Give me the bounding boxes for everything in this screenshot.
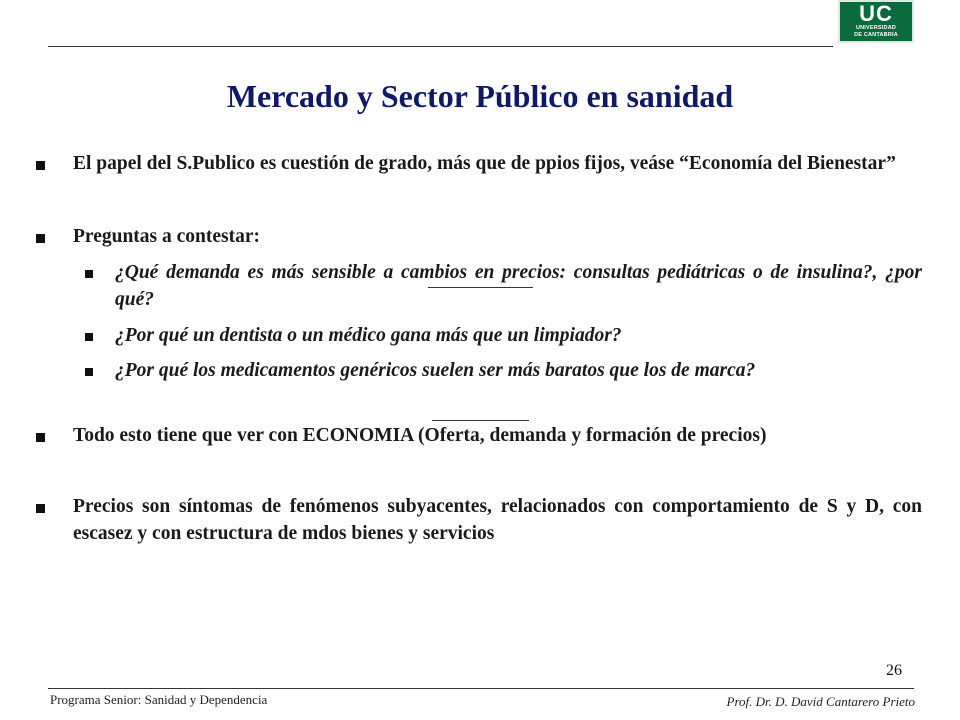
bullet-4-text: Precios son síntomas de fenómenos subyacentes, relacionados con comportamiento de S y D, con escasez y con estructura de mdos bienes y servicios <box>73 496 922 544</box>
sub-bullet-3-text: ¿Por qué los medicamentos genéricos suelen ser más baratos que los de marca? <box>115 360 756 381</box>
footer-author: Prof. Dr. D. David Cantarero Prieto <box>726 694 915 709</box>
footer-program: Programa Senior: Sanidad y Dependencia <box>50 692 268 707</box>
sub-bullet-1-text: ¿Qué demanda es más sensible a cambios en precios: consultas pediátricas o de insulina?, ¿por qué? <box>115 262 922 310</box>
footer-rule <box>48 688 914 689</box>
page-number: 26 <box>886 662 902 679</box>
slide-title: Mercado y Sector Público en sanidad <box>226 78 734 114</box>
logo-mark: UC <box>859 1 893 26</box>
square-bullet-icon <box>36 234 45 243</box>
logo-line-1: UNIVERSIDAD <box>855 25 897 31</box>
decorative-line-upper <box>428 287 533 288</box>
square-bullet-icon <box>85 270 93 278</box>
sub-bullet-3 <box>85 357 922 384</box>
decorative-line-lower <box>432 420 529 421</box>
bullet-2-text: Preguntas a contestar: <box>73 226 261 247</box>
square-bullet-icon <box>36 433 45 442</box>
logo-line-2: DE CANTABRIA <box>854 31 898 38</box>
sub-bullet-2-text: ¿Por qué un dentista o un médico gana más que un limpiador? <box>115 325 622 346</box>
bullet-4 <box>36 493 922 547</box>
square-bullet-icon <box>36 504 45 513</box>
square-bullet-icon <box>85 368 93 376</box>
square-bullet-icon <box>36 161 45 170</box>
bullet-1 <box>36 150 922 177</box>
sub-bullet-2 <box>85 322 922 349</box>
sub-bullet-1 <box>85 259 922 313</box>
bullet-2 <box>36 223 922 250</box>
slide-content <box>36 150 922 547</box>
university-logo <box>838 0 914 43</box>
bullet-1-text: El papel del S.Publico es cuestión de grado, más que de ppios fijos, veáse “Economía del Bienestar” <box>73 153 896 174</box>
header-rule <box>48 46 833 47</box>
square-bullet-icon <box>85 333 93 341</box>
bullet-3 <box>36 422 922 449</box>
bullet-3-text: Todo esto tiene que ver con ECONOMIA (Oferta, demanda y formación de precios) <box>73 425 767 446</box>
